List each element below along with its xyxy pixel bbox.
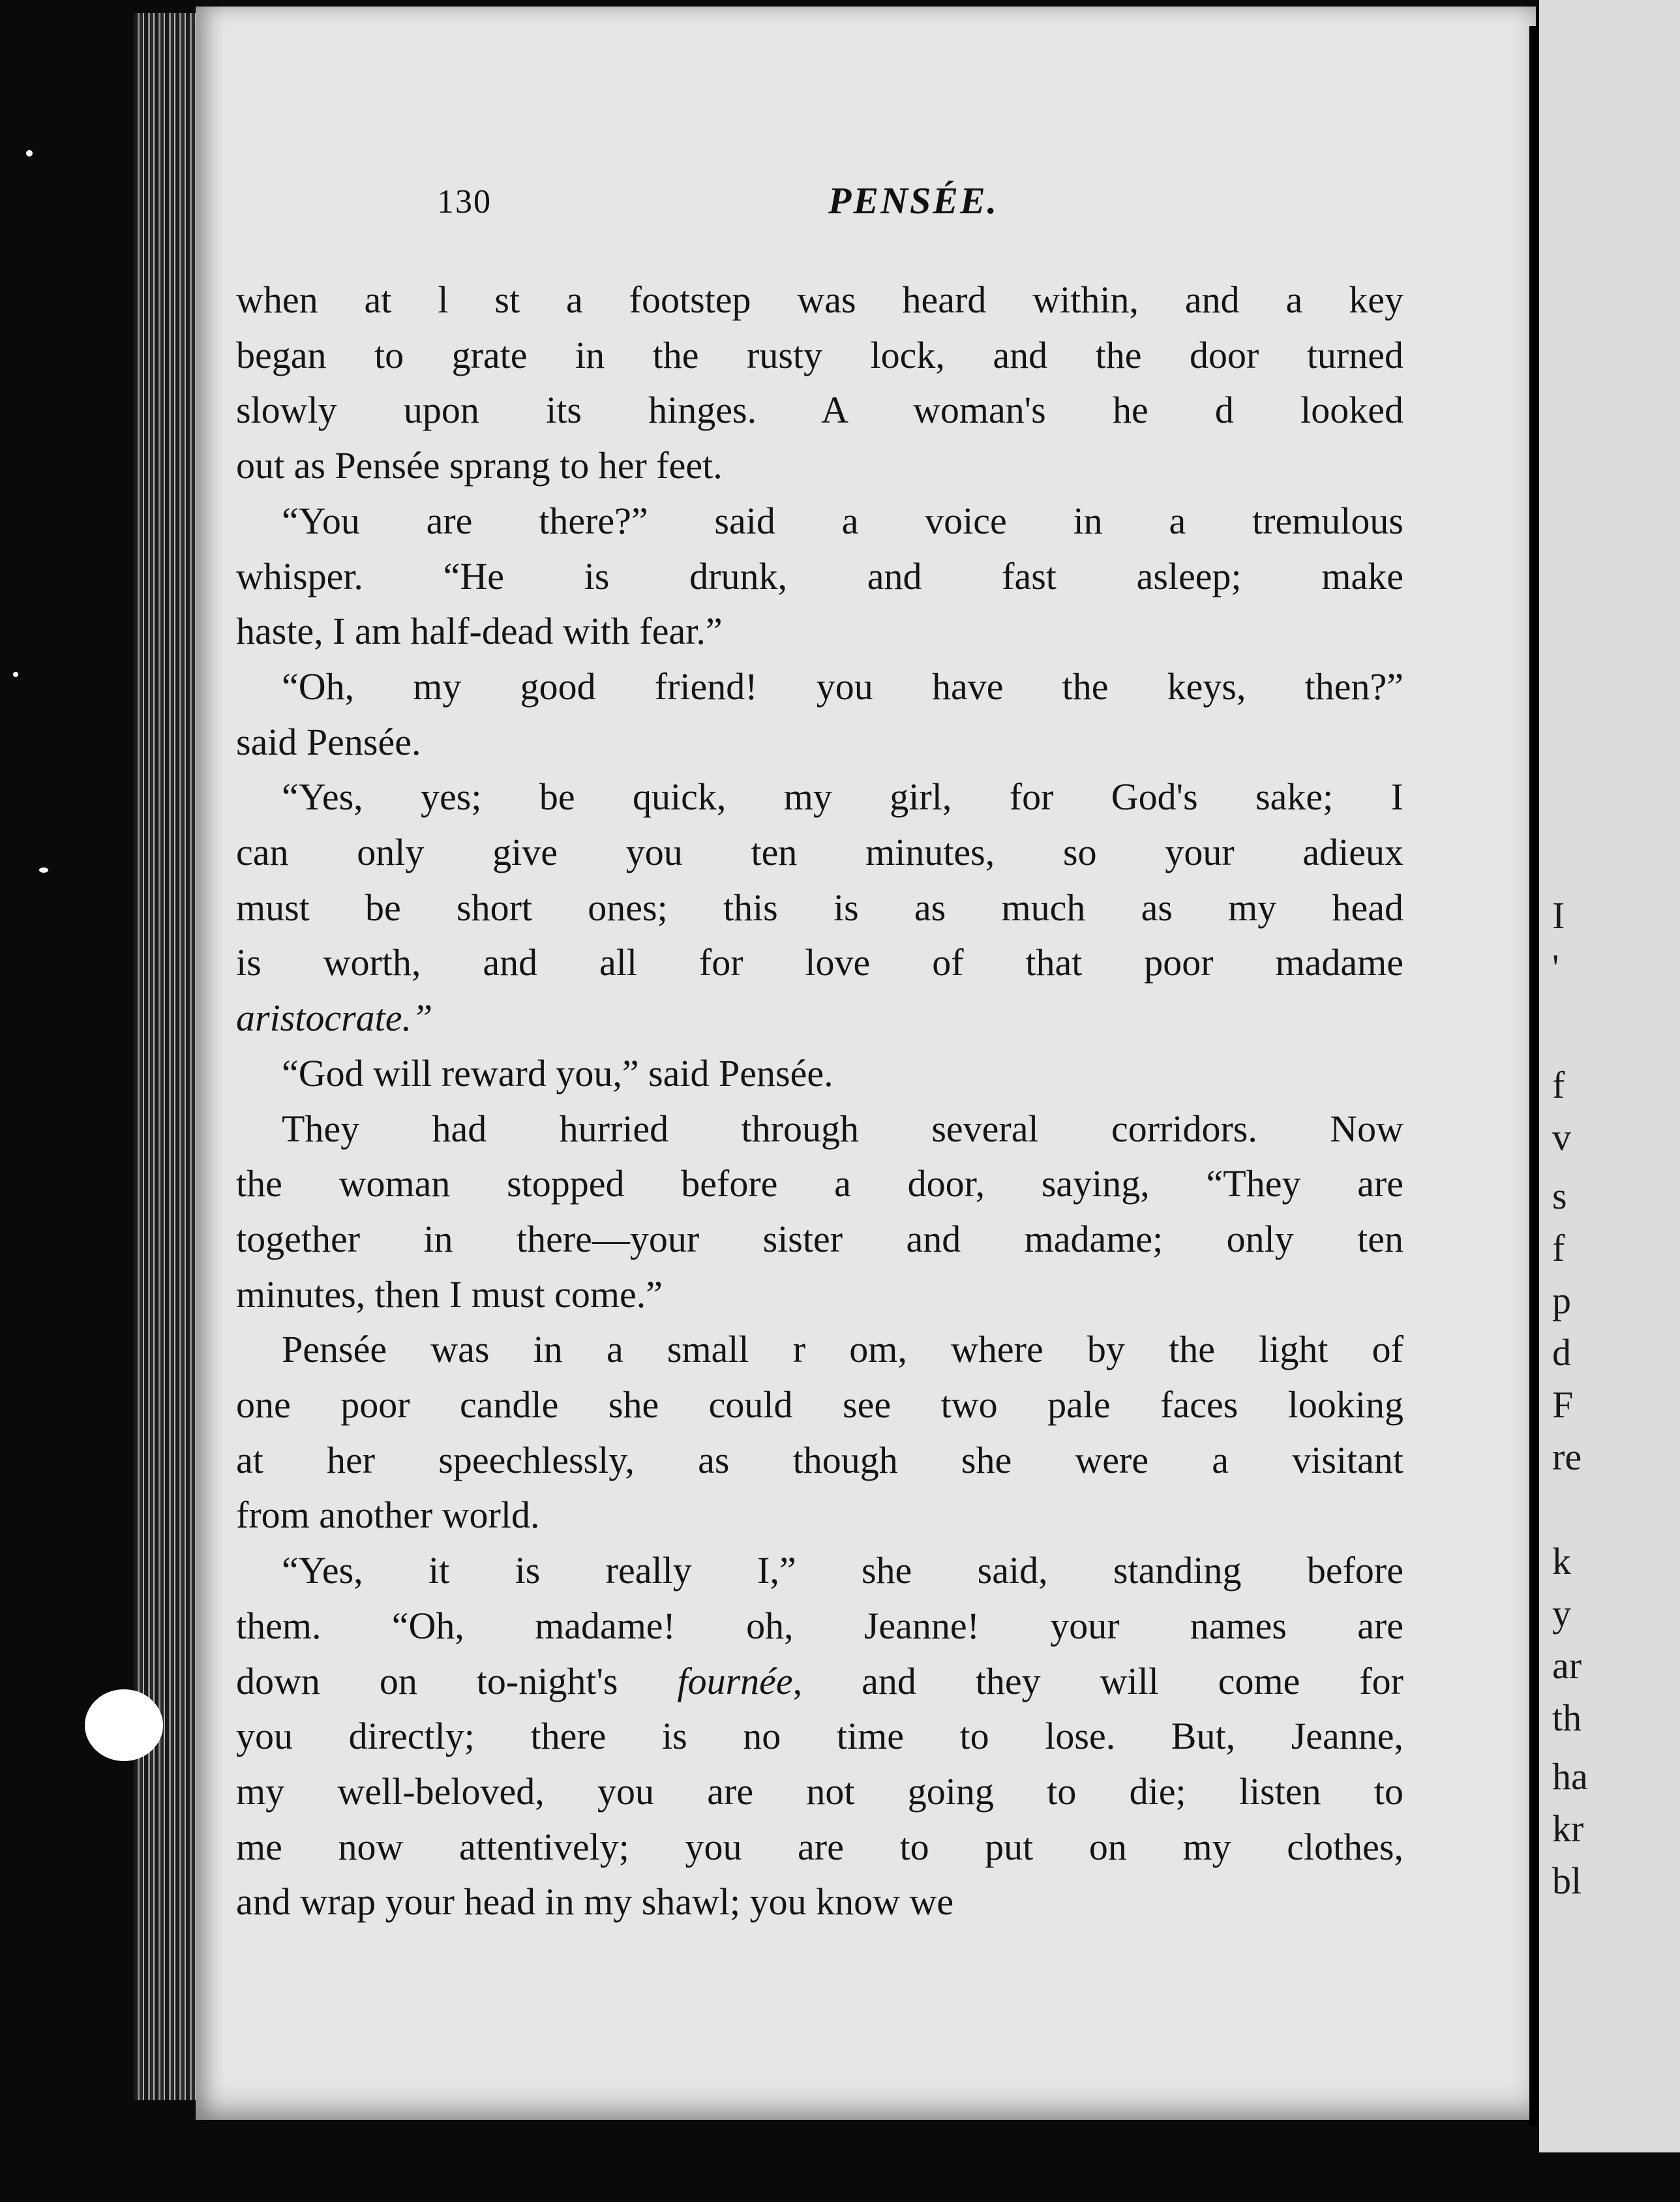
text-line: said Pensée. xyxy=(236,720,421,763)
text-line: is worth, and all for love of that poor madame xyxy=(236,941,1403,984)
facing-page-fragment: p xyxy=(1552,1279,1571,1321)
facing-page-fragment: d xyxy=(1552,1331,1571,1374)
facing-page-fragment: k xyxy=(1552,1540,1571,1582)
facing-page-fragment: s xyxy=(1552,1175,1567,1217)
facing-page-fragment: f xyxy=(1552,1064,1565,1106)
facing-page-fragment: f xyxy=(1552,1227,1565,1269)
text-line: when at l st a footstep was heard within, and a key xyxy=(236,279,1403,321)
text-line: minutes, then I must come.” xyxy=(236,1273,663,1316)
text-line: aristocrate.” xyxy=(236,997,433,1040)
scan-speck xyxy=(39,867,48,873)
text-line: “You are there?” said a voice in a tremulous xyxy=(282,499,1403,542)
text-line: must be short ones; this is as much as my head xyxy=(236,886,1403,929)
facing-page-fragment: ha xyxy=(1552,1755,1588,1798)
facing-page-fragment: re xyxy=(1552,1436,1582,1478)
text-line: me now attentively; you are to put on my clothes, xyxy=(236,1825,1403,1868)
text-line: down on to-night's fournée, and they will come for xyxy=(236,1659,1403,1702)
text-line: together in there—your sister and madame; only ten xyxy=(236,1217,1403,1260)
scan-speck xyxy=(26,150,33,157)
running-title: PENSÉE. xyxy=(828,179,999,222)
text-line: began to grate in the rusty lock, and the door turned xyxy=(236,333,1403,376)
text-line: haste, I am half-dead with fear.” xyxy=(236,610,723,653)
facing-page-fragment: bl xyxy=(1552,1860,1582,1902)
text-line: slowly upon its hinges. A woman's he d looked xyxy=(236,389,1403,432)
facing-page-fragment: F xyxy=(1552,1383,1574,1426)
text-line: They had hurried through several corridors. Now xyxy=(282,1107,1403,1150)
scan-speck xyxy=(85,1689,163,1761)
page-number: 130 xyxy=(437,183,492,220)
facing-page-fragment: kr xyxy=(1552,1807,1584,1850)
text-line: at her speechlessly, as though she were a visitant xyxy=(236,1438,1403,1481)
facing-page-fragment: ' xyxy=(1552,946,1559,989)
text-line: from another world. xyxy=(236,1494,540,1537)
text-line: the woman stopped before a door, saying, “They are xyxy=(236,1162,1403,1205)
text-line: Pensée was in a small r om, where by the light of xyxy=(282,1328,1403,1371)
page-header xyxy=(196,179,1536,235)
text-line: can only give you ten minutes, so your adieux xyxy=(236,831,1403,874)
text-line: “Yes, it is really I,” she said, standing before xyxy=(282,1549,1403,1592)
facing-page-fragment: v xyxy=(1552,1116,1571,1158)
text-line: one poor candle she could see two pale faces looking xyxy=(236,1383,1403,1426)
facing-page-edge xyxy=(1539,0,1680,2152)
text-line: “Oh, my good friend! you have the keys, then?” xyxy=(282,665,1403,708)
book-gutter xyxy=(1529,26,1537,2126)
text-line: you directly; there is no time to lose. But, Jeanne, xyxy=(236,1715,1403,1758)
text-line: “Yes, yes; be quick, my girl, for God's sake; I xyxy=(282,776,1403,819)
facing-page-fragment: y xyxy=(1552,1592,1571,1635)
facing-page-fragment: th xyxy=(1552,1697,1582,1739)
body-text xyxy=(236,273,1403,1930)
facing-page-fragment: I xyxy=(1552,894,1565,937)
text-line: whisper. “He is drunk, and fast asleep; make xyxy=(236,554,1403,597)
text-line: my well-beloved, you are not going to die; listen to xyxy=(236,1770,1403,1813)
text-line: “God will reward you,” said Pensée. xyxy=(282,1051,833,1094)
facing-page-fragment: ar xyxy=(1552,1644,1582,1687)
scan-speck xyxy=(13,672,18,677)
text-line: out as Pensée sprang to her feet. xyxy=(236,444,723,487)
text-line: and wrap your head in my shawl; you know we xyxy=(236,1880,954,1923)
text-line: them. “Oh, madame! oh, Jeanne! your names are xyxy=(236,1604,1403,1647)
